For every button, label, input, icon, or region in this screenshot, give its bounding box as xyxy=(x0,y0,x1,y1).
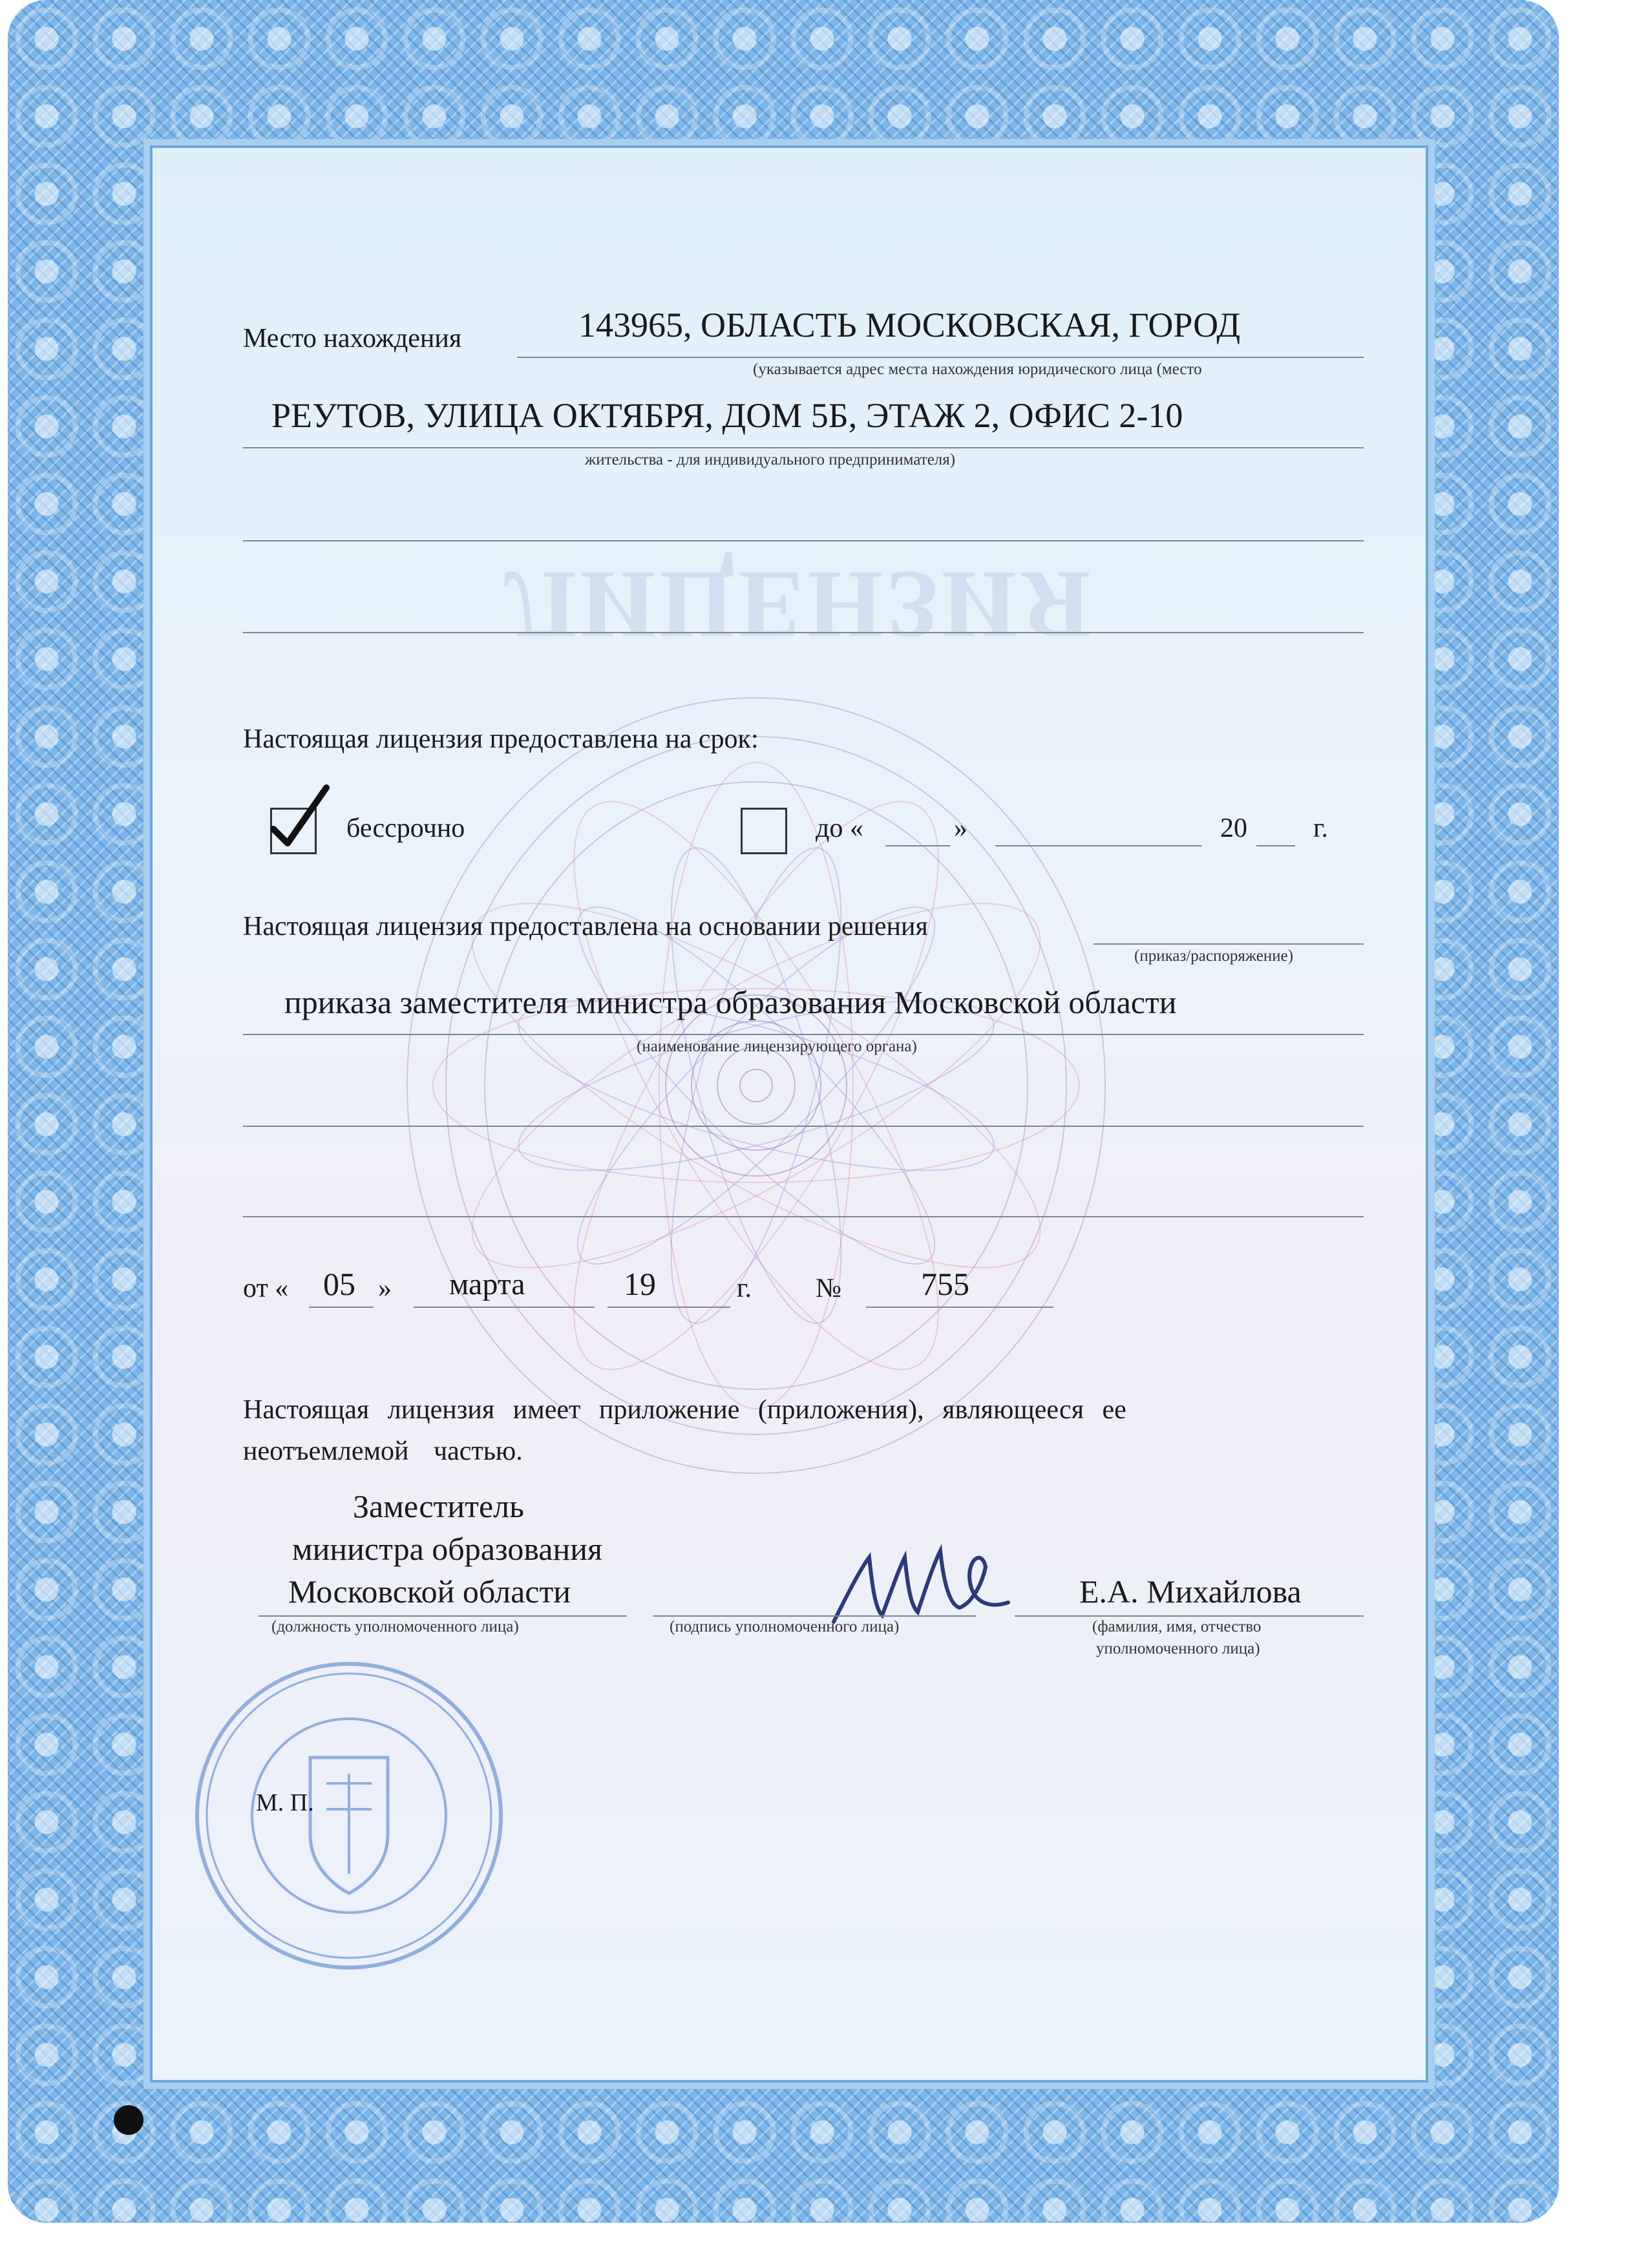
location-label: Место нахождения xyxy=(243,324,462,353)
location-note2: жительства - для индивидуального предпринимателя) xyxy=(585,451,956,468)
basis-type-rule xyxy=(1093,943,1364,945)
signature-note: (подпись уполномоченного лица) xyxy=(670,1618,900,1635)
until-prefix: до « xyxy=(816,814,863,843)
term-label: Настоящая лицензия предоставлена на срок: xyxy=(243,724,759,754)
basis-type-note: (приказ/распоряжение) xyxy=(1134,947,1294,965)
signatory-position-line2: министра образования xyxy=(292,1531,603,1567)
official-seal xyxy=(187,1654,511,1977)
basis-value: приказа заместителя министра образования Московской области xyxy=(284,984,1177,1020)
empty-rule-2 xyxy=(243,632,1364,633)
signature-rule xyxy=(653,1615,976,1617)
date-month: марта xyxy=(449,1267,525,1301)
until-year-rule xyxy=(1256,845,1295,846)
signatory-name: Е.А. Михайлова xyxy=(1079,1573,1302,1610)
number-rule xyxy=(866,1307,1053,1308)
until-month-rule xyxy=(995,845,1202,846)
until-quote-close: » xyxy=(954,814,967,843)
date-month-rule xyxy=(414,1307,595,1308)
name-note-line1: (фамилия, имя, отчество xyxy=(1092,1618,1262,1635)
indefinite-label: бессрочно xyxy=(346,814,465,843)
location-note1: (указывается адрес места нахождения юридического лица (место xyxy=(753,361,1202,378)
appendix-line2: неотъемлемой частью. xyxy=(243,1436,523,1466)
date-prefix: от « xyxy=(243,1274,289,1303)
punch-hole-dot xyxy=(114,2105,143,2135)
name-rule xyxy=(1015,1615,1364,1617)
location-line1-rule xyxy=(517,357,1364,358)
until-checkbox[interactable] xyxy=(741,808,787,854)
date-year: 19 xyxy=(624,1266,656,1302)
basis-org-note: (наименование лицензирующего органа) xyxy=(637,1038,917,1055)
position-note: (должность уполномоченного лица) xyxy=(271,1618,519,1635)
location-line2-rule xyxy=(243,447,1364,448)
location-line1: 143965, ОБЛАСТЬ МОСКОВСКАЯ, ГОРОД xyxy=(578,306,1241,344)
show-through-watermark: ЛИЦЕНЗИЯ xyxy=(504,551,1095,658)
basis-value-rule xyxy=(243,1034,1364,1035)
indefinite-checkbox[interactable] xyxy=(270,808,317,854)
date-year-rule xyxy=(607,1307,730,1308)
until-year-suffix: г. xyxy=(1313,814,1328,843)
until-day-rule xyxy=(885,845,950,846)
date-quote-close: » xyxy=(378,1274,392,1303)
position-rule xyxy=(259,1615,627,1617)
empty-rule-1 xyxy=(243,540,1364,541)
location-line2: РЕУТОВ, УЛИЦА ОКТЯБРЯ, ДОМ 5Б, ЭТАЖ 2, ОФИС 2-10 xyxy=(271,396,1183,435)
checkmark-icon xyxy=(268,784,333,848)
basis-label: Настоящая лицензия предоставлена на основании решения xyxy=(243,912,928,941)
date-day: 05 xyxy=(323,1266,355,1302)
name-note-line2: уполномоченного лица) xyxy=(1096,1640,1260,1657)
empty-rule-4 xyxy=(243,1216,1364,1217)
appendix-line1: Настоящая лицензия имеет приложение (приложения), являющееся ее xyxy=(243,1395,1126,1425)
date-day-rule xyxy=(309,1307,374,1308)
signatory-position-line3: Московской области xyxy=(288,1573,571,1610)
empty-rule-3 xyxy=(243,1126,1364,1127)
license-order-number: 755 xyxy=(921,1266,969,1302)
date-year-suffix: г. xyxy=(737,1274,752,1303)
number-sign: № xyxy=(816,1274,842,1303)
until-year-prefix: 20 xyxy=(1220,814,1247,843)
stamp-place-label: М. П. xyxy=(256,1789,314,1816)
signatory-position-line1: Заместитель xyxy=(353,1488,524,1524)
